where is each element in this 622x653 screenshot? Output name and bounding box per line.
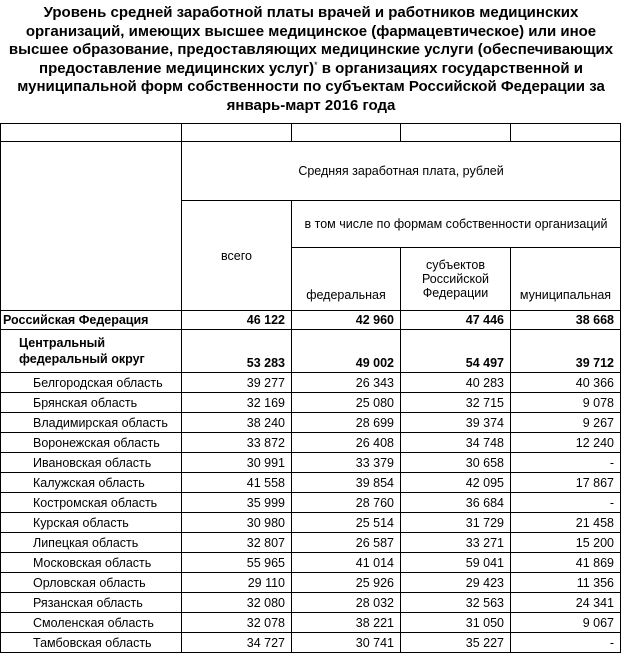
title-tail: в организациях государственной и муниципальной форм собственности по субъектам Российской Федерации за январь-март 2016 года [17,59,605,114]
cell-federal: 25 926 [292,573,401,593]
cell-subject: 40 283 [401,373,511,393]
cell-total: 32 169 [182,393,292,413]
header-subjects: субъектов Российской Федерации [401,248,511,311]
table-row [1,393,621,413]
table-row [1,553,621,573]
header-corner [1,142,182,311]
row-name: Калужская область [1,473,182,493]
row-name: Липецкая область [1,533,182,553]
cell-municipal: 24 341 [511,593,621,613]
cell-total: 35 999 [182,493,292,513]
table-row [1,311,621,330]
cell-total: 41 558 [182,473,292,493]
cell-subject: 42 095 [401,473,511,493]
cell-federal: 30 741 [292,633,401,653]
cell-subject: 36 684 [401,493,511,513]
cell-federal: 42 960 [292,311,401,330]
cell-subject: 47 446 [401,311,511,330]
cell-total: 34 727 [182,633,292,653]
cell-municipal: 9 267 [511,413,621,433]
cell-federal: 28 699 [292,413,401,433]
cell-subject: 59 041 [401,553,511,573]
cell-total: 38 240 [182,413,292,433]
cell-federal: 26 408 [292,433,401,453]
table-row [1,573,621,593]
cell-subject: 31 729 [401,513,511,533]
cell-federal: 26 587 [292,533,401,553]
cell-total: 32 080 [182,593,292,613]
cell-municipal: 38 668 [511,311,621,330]
row-name: Владимирская область [1,413,182,433]
row-name: Воронежская область [1,433,182,453]
cell-total: 46 122 [182,311,292,330]
cell-federal: 25 080 [292,393,401,413]
table-row [1,473,621,493]
cell-federal: 26 343 [292,373,401,393]
header-ownership: в том числе по формам собственности организаций [292,201,621,248]
cell-subject: 35 227 [401,633,511,653]
table-title [0,0,622,118]
row-name: Российская Федерация [1,311,182,330]
cell-municipal: 17 867 [511,473,621,493]
row-name: Ивановская область [1,453,182,473]
header-salary: Средняя заработная плата, рублей [182,142,621,201]
table-row [1,330,621,373]
title-main: Уровень средней заработной платы врачей и работников медицинских организаций, имеющих высшее медицинское (фармацевтическое) или иное высшее образование, предоставляющих медицинские услуги (обеспечивающих предоставление медицинских услуг) [8,4,614,77]
salary-table [0,123,621,653]
cell-subject: 39 374 [401,413,511,433]
cell-municipal: 11 356 [511,573,621,593]
cell-federal: 41 014 [292,553,401,573]
cell-total: 30 980 [182,513,292,533]
table-row [1,433,621,453]
cell-federal: 28 760 [292,493,401,513]
row-name: Центральный федеральный округ [1,330,182,373]
cell-municipal: 9 078 [511,393,621,413]
cell-total: 32 078 [182,613,292,633]
cell-federal: 25 514 [292,513,401,533]
cell-municipal: 39 712 [511,330,621,373]
row-name: Орловская область [1,573,182,593]
cell-total: 32 807 [182,533,292,553]
cell-municipal: 40 366 [511,373,621,393]
cell-total: 33 872 [182,433,292,453]
cell-federal: 28 032 [292,593,401,613]
row-name: Костромская область [1,493,182,513]
cell-municipal: 21 458 [511,513,621,533]
cell-subject: 54 497 [401,330,511,373]
table-row [1,613,621,633]
cell-total: 55 965 [182,553,292,573]
table-row [1,513,621,533]
table-row [1,373,621,393]
cell-total: 30 991 [182,453,292,473]
row-name: Рязанская область [1,593,182,613]
cell-subject: 31 050 [401,613,511,633]
cell-municipal: 12 240 [511,433,621,453]
cell-total: 53 283 [182,330,292,373]
cell-total: 29 110 [182,573,292,593]
header-federal: федеральная [292,248,401,311]
row-name: Тамбовская область [1,633,182,653]
table-row [1,493,621,513]
cell-subject: 32 715 [401,393,511,413]
cell-municipal: 9 067 [511,613,621,633]
cell-municipal: - [511,493,621,513]
cell-federal: 33 379 [292,453,401,473]
table-row [1,593,621,613]
cell-municipal: - [511,453,621,473]
cell-municipal: - [511,633,621,653]
cell-municipal: 41 869 [511,553,621,573]
cell-municipal: 15 200 [511,533,621,553]
row-name: Брянская область [1,393,182,413]
header-total: всего [182,201,292,311]
table-row [1,453,621,473]
row-name: Смоленская область [1,613,182,633]
cell-subject: 29 423 [401,573,511,593]
table-row [1,633,621,653]
cell-federal: 49 002 [292,330,401,373]
cell-total: 39 277 [182,373,292,393]
table-row [1,413,621,433]
footnote-mark: * [314,59,318,70]
cell-subject: 30 658 [401,453,511,473]
cell-subject: 33 271 [401,533,511,553]
cell-subject: 34 748 [401,433,511,453]
blank-row [1,124,621,142]
row-name: Курская область [1,513,182,533]
header-municipal: муниципальная [511,248,621,311]
cell-federal: 38 221 [292,613,401,633]
cell-subject: 32 563 [401,593,511,613]
row-name: Белгородская область [1,373,182,393]
cell-federal: 39 854 [292,473,401,493]
row-name: Московская область [1,553,182,573]
table-row [1,533,621,553]
